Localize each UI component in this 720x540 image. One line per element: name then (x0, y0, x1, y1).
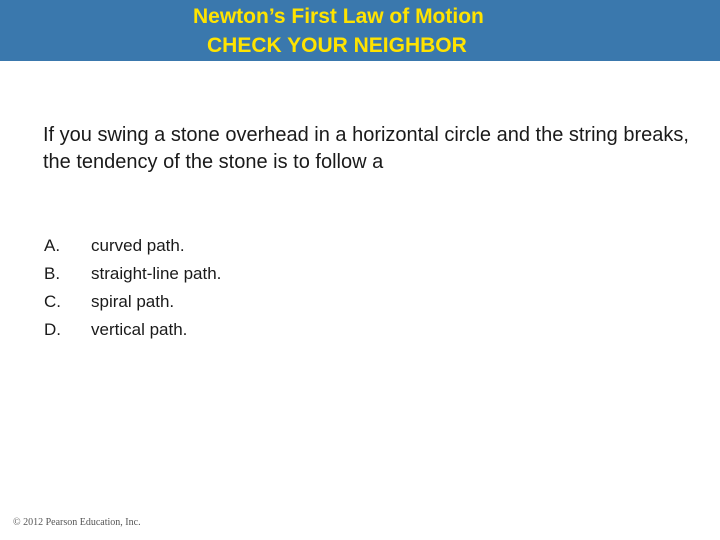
choice-letter: B. (44, 264, 61, 283)
question-text: If you swing a stone overhead in a horizontal circle and the string breaks, the tendency of the stone is to follow a (43, 124, 689, 173)
choice-text: curved path. (91, 236, 185, 255)
choice-text: spiral path. (91, 292, 175, 311)
copyright-notice: © 2012 Pearson Education, Inc. (13, 517, 141, 528)
choice-letter: A. (44, 236, 61, 255)
choice-text: straight-line path. (91, 264, 222, 283)
choice-letter: D. (44, 320, 61, 339)
title-banner (0, 0, 720, 61)
choice-letter: C. (44, 292, 61, 311)
slide-subtitle: CHECK YOUR NEIGHBOR (207, 34, 467, 57)
choice-text: vertical path. (91, 320, 188, 339)
slide-title: Newton’s First Law of Motion (193, 5, 484, 28)
